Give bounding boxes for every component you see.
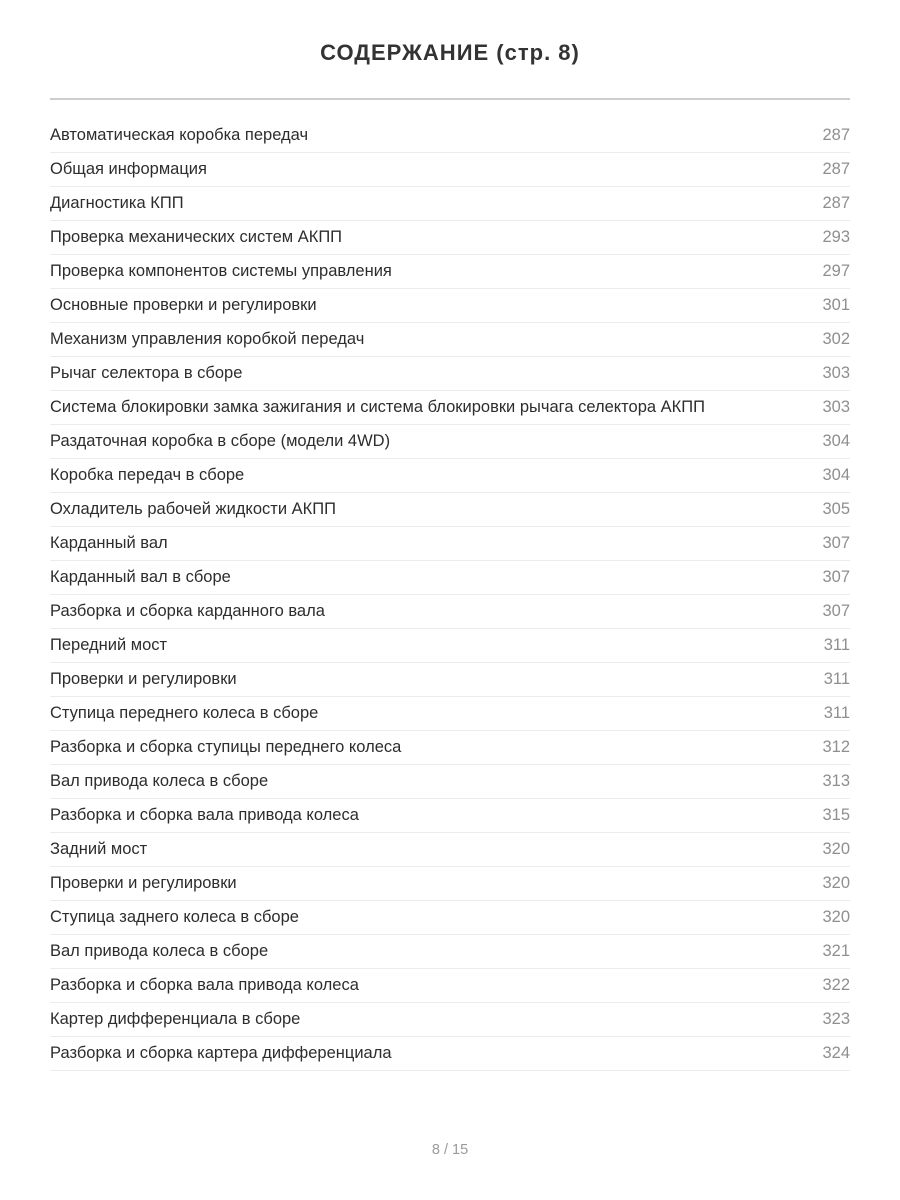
toc-entry-label: Передний мост bbox=[50, 636, 168, 654]
toc-row bbox=[50, 935, 850, 969]
toc-entry-label: Разборка и сборка вала привода колеса bbox=[50, 976, 359, 994]
toc-row bbox=[50, 765, 850, 799]
toc-entry-label: Рычаг селектора в сборе bbox=[50, 364, 243, 382]
toc-entry-label: Карданный вал в сборе bbox=[50, 568, 231, 586]
toc-entry-page-number: 287 bbox=[822, 126, 850, 144]
toc-entry-label: Охладитель рабочей жидкости АКПП bbox=[50, 500, 336, 518]
toc-row bbox=[50, 153, 850, 187]
toc-row bbox=[50, 1003, 850, 1037]
toc-row bbox=[50, 289, 850, 323]
toc-entry-page-number: 320 bbox=[822, 908, 850, 926]
toc-entry-label: Проверки и регулировки bbox=[50, 670, 237, 688]
toc-list bbox=[50, 119, 850, 1071]
toc-entry-page-number: 305 bbox=[822, 500, 850, 518]
toc-entry-label: Механизм управления коробкой передач bbox=[50, 330, 365, 348]
toc-entry-label: Диагностика КПП bbox=[50, 194, 184, 212]
toc-row bbox=[50, 425, 850, 459]
toc-row bbox=[50, 323, 850, 357]
toc-entry-page-number: 324 bbox=[822, 1044, 850, 1062]
toc-entry-page-number: 321 bbox=[822, 942, 850, 960]
toc-entry-page-number: 302 bbox=[822, 330, 850, 348]
toc-entry-label: Карданный вал bbox=[50, 534, 168, 552]
toc-entry-page-number: 320 bbox=[822, 874, 850, 892]
toc-entry-label: Автоматическая коробка передач bbox=[50, 126, 309, 144]
toc-row bbox=[50, 357, 850, 391]
toc-entry-label: Проверка механических систем АКПП bbox=[50, 228, 343, 246]
toc-entry-page-number: 287 bbox=[822, 194, 850, 212]
toc-entry-page-number: 304 bbox=[822, 432, 850, 450]
toc-row bbox=[50, 527, 850, 561]
toc-entry-page-number: 315 bbox=[822, 806, 850, 824]
toc-entry-label: Задний мост bbox=[50, 840, 148, 858]
toc-row bbox=[50, 969, 850, 1003]
toc-row bbox=[50, 867, 850, 901]
toc-entry-label: Разборка и сборка вала привода колеса bbox=[50, 806, 359, 824]
toc-entry-label: Основные проверки и регулировки bbox=[50, 296, 317, 314]
toc-entry-page-number: 323 bbox=[822, 1010, 850, 1028]
toc-row bbox=[50, 799, 850, 833]
toc-row bbox=[50, 731, 850, 765]
toc-row bbox=[50, 459, 850, 493]
toc-entry-page-number: 303 bbox=[822, 364, 850, 382]
toc-row bbox=[50, 561, 850, 595]
toc-entry-page-number: 311 bbox=[823, 704, 850, 722]
toc-entry-page-number: 307 bbox=[822, 602, 850, 620]
toc-entry-label: Вал привода колеса в сборе bbox=[50, 772, 269, 790]
page-title: СОДЕРЖАНИЕ (стр. 8) bbox=[320, 40, 580, 65]
toc-entry-page-number: 307 bbox=[822, 534, 850, 552]
toc-row bbox=[50, 833, 850, 867]
toc-entry-label: Коробка передач в сборе bbox=[50, 466, 245, 484]
toc-entry-label: Система блокировки замка зажигания и система блокировки рычага селектора АКПП bbox=[50, 398, 705, 416]
toc-entry-page-number: 311 bbox=[823, 636, 850, 654]
toc-entry-page-number: 312 bbox=[822, 738, 850, 756]
page-header bbox=[0, 0, 900, 66]
toc-row bbox=[50, 493, 850, 527]
toc-entry-page-number: 307 bbox=[822, 568, 850, 586]
toc-row bbox=[50, 119, 850, 153]
toc-row bbox=[50, 629, 850, 663]
toc-row bbox=[50, 391, 850, 425]
toc-row bbox=[50, 255, 850, 289]
toc-row bbox=[50, 697, 850, 731]
toc-row bbox=[50, 221, 850, 255]
toc-row bbox=[50, 901, 850, 935]
toc-entry-label: Раздаточная коробка в сборе (модели 4WD) bbox=[50, 432, 391, 450]
toc-entry-page-number: 313 bbox=[822, 772, 850, 790]
toc-entry-page-number: 301 bbox=[822, 296, 850, 314]
toc-entry-page-number: 303 bbox=[822, 398, 850, 416]
toc-entry-label: Картер дифференциала в сборе bbox=[50, 1010, 301, 1028]
toc-row bbox=[50, 1037, 850, 1071]
toc-entry-page-number: 311 bbox=[823, 670, 850, 688]
toc-entry-label: Разборка и сборка карданного вала bbox=[50, 602, 325, 620]
toc-entry-page-number: 304 bbox=[822, 466, 850, 484]
toc-entry-page-number: 297 bbox=[822, 262, 850, 280]
toc-row bbox=[50, 187, 850, 221]
toc-entry-label: Вал привода колеса в сборе bbox=[50, 942, 269, 960]
page-indicator: 8 / 15 bbox=[431, 1142, 469, 1158]
toc-entry-label: Ступица переднего колеса в сборе bbox=[50, 704, 319, 722]
toc-entry-label: Проверки и регулировки bbox=[50, 874, 237, 892]
title-divider bbox=[50, 98, 850, 100]
toc-entry-page-number: 322 bbox=[822, 976, 850, 994]
toc-entry-label: Разборка и сборка ступицы переднего колеса bbox=[50, 738, 402, 756]
toc-row bbox=[50, 595, 850, 629]
toc-entry-page-number: 320 bbox=[822, 840, 850, 858]
toc-entry-label: Проверка компонентов системы управления bbox=[50, 262, 392, 280]
toc-row bbox=[50, 663, 850, 697]
toc-entry-label: Разборка и сборка картера дифференциала bbox=[50, 1044, 392, 1062]
toc-entry-label: Общая информация bbox=[50, 160, 207, 178]
toc-entry-page-number: 287 bbox=[822, 160, 850, 178]
toc-entry-label: Ступица заднего колеса в сборе bbox=[50, 908, 299, 926]
toc-entry-page-number: 293 bbox=[822, 228, 850, 246]
